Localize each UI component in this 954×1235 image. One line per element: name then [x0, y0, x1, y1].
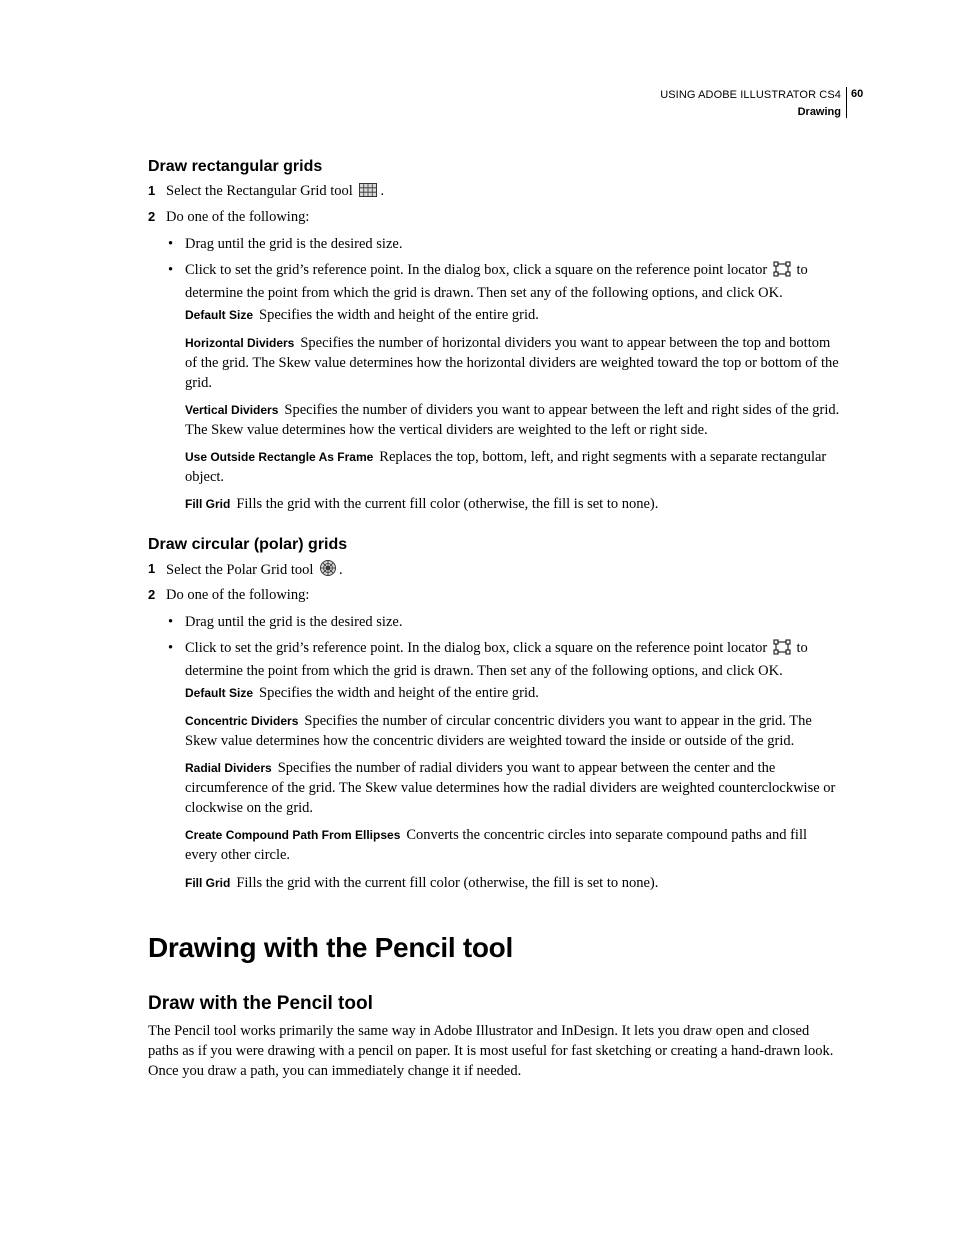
- page-number: 60: [851, 88, 864, 100]
- option-desc: Specifies the number of radial dividers you want to appear between the center and the circumference of the grid. The Skew value determines how the radial dividers are weighted counterclockwise or clockwise on the grid.: [185, 760, 836, 816]
- step-number: 1: [148, 183, 156, 198]
- step-number: 2: [148, 587, 156, 602]
- option-desc: Fills the grid with the current fill color (otherwise, the fill is set to none).: [236, 875, 659, 891]
- step-number: 1: [148, 561, 156, 576]
- step-text: Select the Rectangular Grid tool: [166, 183, 353, 199]
- option-desc: Converts the concentric circles into separate compound paths and fill every other circle.: [185, 827, 808, 863]
- option-desc: Fills the grid with the current fill color (otherwise, the fill is set to none).: [236, 496, 659, 512]
- bullet-text: Click to set the grid’s reference point. In the dialog box, click a square on the reference point locator: [185, 640, 768, 656]
- option-term: Horizontal Dividers: [185, 336, 295, 350]
- section-heading-rect-grids: Draw rectangular grids: [148, 158, 323, 175]
- section-heading-pencil: Draw with the Pencil tool: [148, 993, 373, 1014]
- step-text: Do one of the following:: [166, 209, 310, 225]
- option-fill-grid: [185, 494, 840, 514]
- option-radial-dividers: [185, 758, 840, 818]
- option-term: Create Compound Path From Ellipses: [185, 828, 401, 842]
- bullet-dot: •: [168, 640, 174, 656]
- option-default-size: [185, 683, 840, 703]
- option-desc: Specifies the number of dividers you want to appear between the left and right sides of the grid. The Skew value determines how the vertical dividers are weighted to the left or right side.: [185, 402, 840, 438]
- running-header: [660, 87, 841, 121]
- option-desc: Replaces the top, bottom, left, and right segments with a separate rectangular object.: [185, 449, 827, 485]
- option-default-size: [185, 305, 840, 325]
- reference-point-locator-icon: [773, 261, 791, 283]
- bullet-dot: •: [168, 614, 174, 630]
- reference-point-locator-icon: [773, 639, 791, 661]
- option-desc: Specifies the width and height of the entire grid.: [259, 685, 539, 701]
- bullet-dot: •: [168, 262, 174, 278]
- option-desc: Specifies the width and height of the entire grid.: [259, 307, 539, 323]
- option-term: Vertical Dividers: [185, 403, 279, 417]
- option-desc: Specifies the number of horizontal dividers you want to appear between the top and bottom of the grid. The Skew value determines how the horizontal dividers are weighted toward the top or bottom of the grid.: [185, 335, 839, 391]
- chapter-heading: Drawing with the Pencil tool: [148, 932, 513, 963]
- bullet-text-cont: to determine the point from which the grid is drawn. Then set any of the following options, and click OK.: [185, 640, 808, 679]
- section-heading-polar-grids: Draw circular (polar) grids: [148, 536, 348, 553]
- option-concentric-dividers: [185, 711, 840, 751]
- book-title: USING ADOBE ILLUSTRATOR CS4: [660, 89, 841, 101]
- step-text: Select the Polar Grid tool: [166, 562, 314, 578]
- option-create-compound-path: [185, 825, 840, 865]
- step-text: Do one of the following:: [166, 587, 310, 603]
- option-term: Radial Dividers: [185, 761, 272, 775]
- rectangular-grid-tool-icon: [358, 182, 378, 204]
- option-vertical-dividers: [185, 400, 840, 440]
- option-term: Default Size: [185, 686, 254, 700]
- option-term: Concentric Dividers: [185, 714, 299, 728]
- bullet-dot: •: [168, 236, 174, 252]
- option-term: Fill Grid: [185, 497, 231, 511]
- chapter-name: Drawing: [797, 106, 841, 118]
- header-divider: [846, 87, 847, 118]
- option-term: Use Outside Rectangle As Frame: [185, 450, 374, 464]
- body-paragraph: The Pencil tool works primarily the same way in Adobe Illustrator and InDesign. It lets you draw open and closed paths as if you were drawing with a pencil on paper. It is most useful for fast sketching or creating a hand-drawn look. Once you draw a path, you can immediately change it if needed.: [148, 1023, 834, 1079]
- option-term: Fill Grid: [185, 876, 231, 890]
- bullet-text: Drag until the grid is the desired size.: [185, 236, 403, 252]
- polar-grid-tool-icon: [319, 559, 337, 583]
- bullet-text: Drag until the grid is the desired size.: [185, 614, 403, 630]
- step-number: 2: [148, 209, 156, 224]
- option-term: Default Size: [185, 308, 254, 322]
- option-fill-grid: [185, 873, 840, 893]
- bullet-text-cont: to determine the point from which the grid is drawn. Then set any of the following options, and click OK.: [185, 262, 808, 301]
- bullet-text: Click to set the grid’s reference point. In the dialog box, click a square on the reference point locator: [185, 262, 768, 278]
- option-use-outside-rectangle: [185, 447, 840, 487]
- option-desc: Specifies the number of circular concentric dividers you want to appear in the grid. The Skew value determines how the concentric dividers are weighted toward the inside or outside of the grid.: [185, 713, 812, 749]
- option-horizontal-dividers: [185, 333, 840, 393]
